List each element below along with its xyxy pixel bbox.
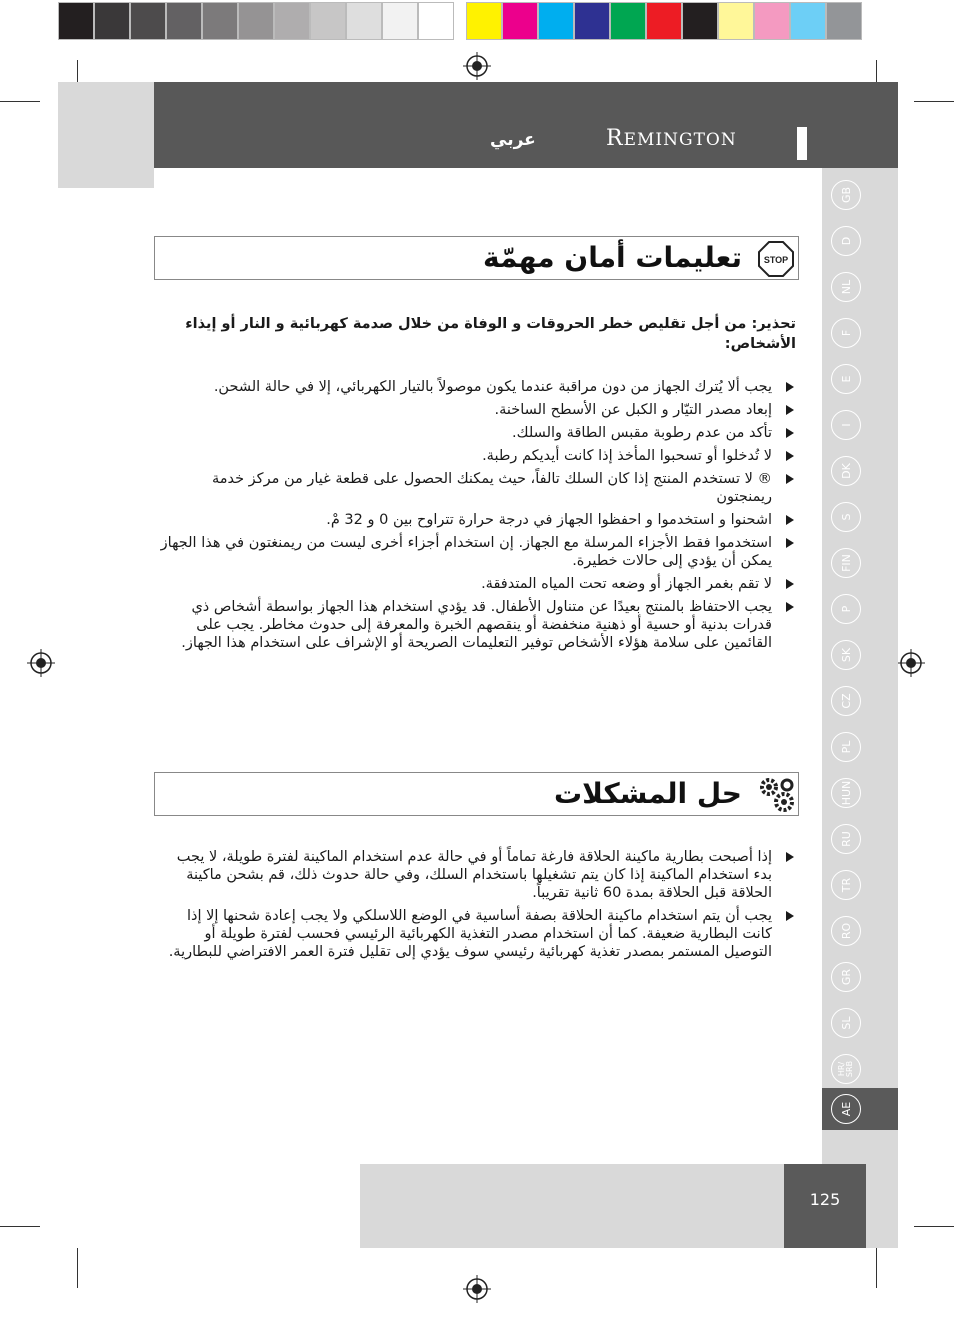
crop-mark	[0, 1226, 40, 1227]
language-tab-ru[interactable]: RU	[831, 824, 861, 854]
troubleshooting-title: حل المشكلات	[554, 777, 742, 810]
color-swatch	[418, 2, 454, 40]
language-tab-nl[interactable]: NL	[831, 272, 861, 302]
language-tab-i[interactable]: I	[831, 410, 861, 440]
language-tab-e[interactable]: E	[831, 364, 861, 394]
list-item: ® لا تستخدم المنتج إذا كان السلك تالفاً، حيث يمكنك الحصول على قطعة غيار من مركز خدمة ريمنجتون	[160, 470, 796, 506]
list-item: يجب أن يتم استخدام ماكينة الحلاقة بصفة أساسية في الوضع اللاسلكي ولا يجب إعادة شحنها إلا إذا كانت البطارية ضعيفة. كما أن استخدام مصدر التغذية الكهربائية الرئيسي فحسب لفترة طويلة أو التوصيل المستمر بمصدر تغذية كهربائية رئيسي سوف يؤدي إلى تقليل فترة العمر الافتراضي للبطارية.	[160, 907, 796, 961]
language-tab-dk[interactable]: DK	[831, 456, 861, 486]
color-swatch	[382, 2, 418, 40]
language-tab-cz[interactable]: CZ	[831, 686, 861, 716]
list-item: تأكد من عدم رطوبة مقبس الطاقة والسلك.	[160, 424, 796, 442]
color-calibration-bar	[58, 2, 862, 40]
color-swatch	[574, 2, 610, 40]
safety-warning: تحذير: من أجل تقليص خطر الحروقات و الوفاة من خلال صدمة كهربائية و النار أو إيذاء الأشخاص:	[185, 316, 796, 352]
language-tab-f[interactable]: F	[831, 318, 861, 348]
language-tab-gr[interactable]: GR	[831, 962, 861, 992]
language-tab-tr[interactable]: TR	[831, 870, 861, 900]
color-swatch	[238, 2, 274, 40]
language-tab-ae[interactable]: AE	[831, 1094, 861, 1124]
color-swatch	[682, 2, 718, 40]
color-swatch	[610, 2, 646, 40]
color-swatch	[466, 2, 502, 40]
language-tab-fin[interactable]: FIN	[831, 548, 861, 578]
color-swatch	[718, 2, 754, 40]
corner-panel	[58, 82, 154, 188]
list-item: اشحنوا و استخدموا و احفظوا الجهاز في درجة حرارة تتراوح بين 0 و 32 مْ.	[160, 511, 796, 529]
registration-mark-icon	[27, 649, 55, 677]
safety-title: تعليمات أمان مهمّة	[482, 241, 742, 274]
registration-mark-icon	[463, 52, 491, 80]
crop-mark	[876, 1248, 877, 1288]
crop-mark	[914, 101, 954, 102]
color-swatch	[646, 2, 682, 40]
crop-mark	[914, 1226, 954, 1227]
page-number: 125	[784, 1164, 866, 1248]
crop-mark	[0, 101, 40, 102]
language-tab-sl[interactable]: SL	[831, 1008, 861, 1038]
color-swatch	[274, 2, 310, 40]
color-swatch	[346, 2, 382, 40]
gears-icon	[758, 776, 796, 814]
language-tab-pl[interactable]: PL	[831, 732, 861, 762]
color-swatch	[58, 2, 94, 40]
language-tab-sk[interactable]: SK	[831, 640, 861, 670]
color-swatch	[94, 2, 130, 40]
color-swatch	[826, 2, 862, 40]
registration-mark-icon	[897, 649, 925, 677]
registration-mark-icon	[463, 1275, 491, 1303]
svg-text:STOP: STOP	[763, 255, 789, 265]
language-title: عربي	[490, 130, 536, 150]
brand-logo: REMINGTON	[606, 126, 737, 151]
color-swatch	[754, 2, 790, 40]
color-swatch	[130, 2, 166, 40]
list-item: لا تُدخلوا أو تسحبوا المأخذ إذا كانت أيديكم رطبة.	[160, 447, 796, 465]
language-tab-hun[interactable]: HUN	[831, 778, 861, 808]
color-swatch	[790, 2, 826, 40]
language-tab-ro[interactable]: RO	[831, 916, 861, 946]
language-tab-p[interactable]: P	[831, 594, 861, 624]
color-swatch	[310, 2, 346, 40]
brand-bar	[797, 127, 807, 160]
list-item: يجب الاحتفاظ بالمنتج بعيدًا عن متناول الأطفال. قد يؤدي استخدام هذا الجهاز بواسطة أشخاص ذي قدرات بدنية أو حسية أو ذهنية منخفضة أو ينقصهم الخبرة والمعرفة إلى حدوث مخاطر. يجب على القائمين على سلامة هؤلاء الأشخاص توفير التعليمات الصريحة أو الإشراف على استخدام هذا الجهاز.	[160, 598, 796, 652]
header-band	[154, 82, 898, 168]
crop-mark	[77, 1248, 78, 1288]
troubleshooting-section-header	[154, 772, 799, 816]
language-tab-gb[interactable]: GB	[831, 180, 861, 210]
color-swatch	[502, 2, 538, 40]
list-item: لا تقم بغمر الجهاز أو وضعه تحت المياه المتدفقة.	[160, 575, 796, 593]
language-tab-d[interactable]: D	[831, 226, 861, 256]
safety-section-header	[154, 236, 799, 280]
list-item: يجب ألا يُترك الجهاز من دون مراقبة عندما يكون موصولاً بالتيار الكهربائي، إلا في حالة الشحن.	[160, 378, 796, 396]
language-tab-s[interactable]: S	[831, 502, 861, 532]
stop-sign-icon	[758, 241, 794, 277]
language-tab-hrsrb[interactable]: HR/ SRB	[831, 1054, 861, 1084]
troubleshooting-list	[160, 848, 796, 966]
color-swatch	[166, 2, 202, 40]
color-swatch	[538, 2, 574, 40]
list-item: استخدموا فقط الأجزاء المرسلة مع الجهاز. إن استخدام أجزاء أخرى ليست من ريمنغتون في هذا الجهاز يمكن أن يؤدي إلى حالات خطيرة.	[160, 534, 796, 570]
color-swatch	[202, 2, 238, 40]
safety-list	[160, 378, 796, 657]
list-item: إذا أصبحت بطارية ماكينة الحلاقة فارغة تماماً أو في حالة عدم استخدام الماكينة لفترة طويلة، لا يجب بدء استخدام الماكينة إذا كان يتم تشغيلها باستخدام السلك، وفي حالة حدوث ذلك، قم بشحن ماكينة الحلاقة قبل الحلاقة بمدة 60 ثانية تقريباً.	[160, 848, 796, 902]
list-item: إبعاد مصدر التيّار و الكبل عن الأسطح الساخنة.	[160, 401, 796, 419]
